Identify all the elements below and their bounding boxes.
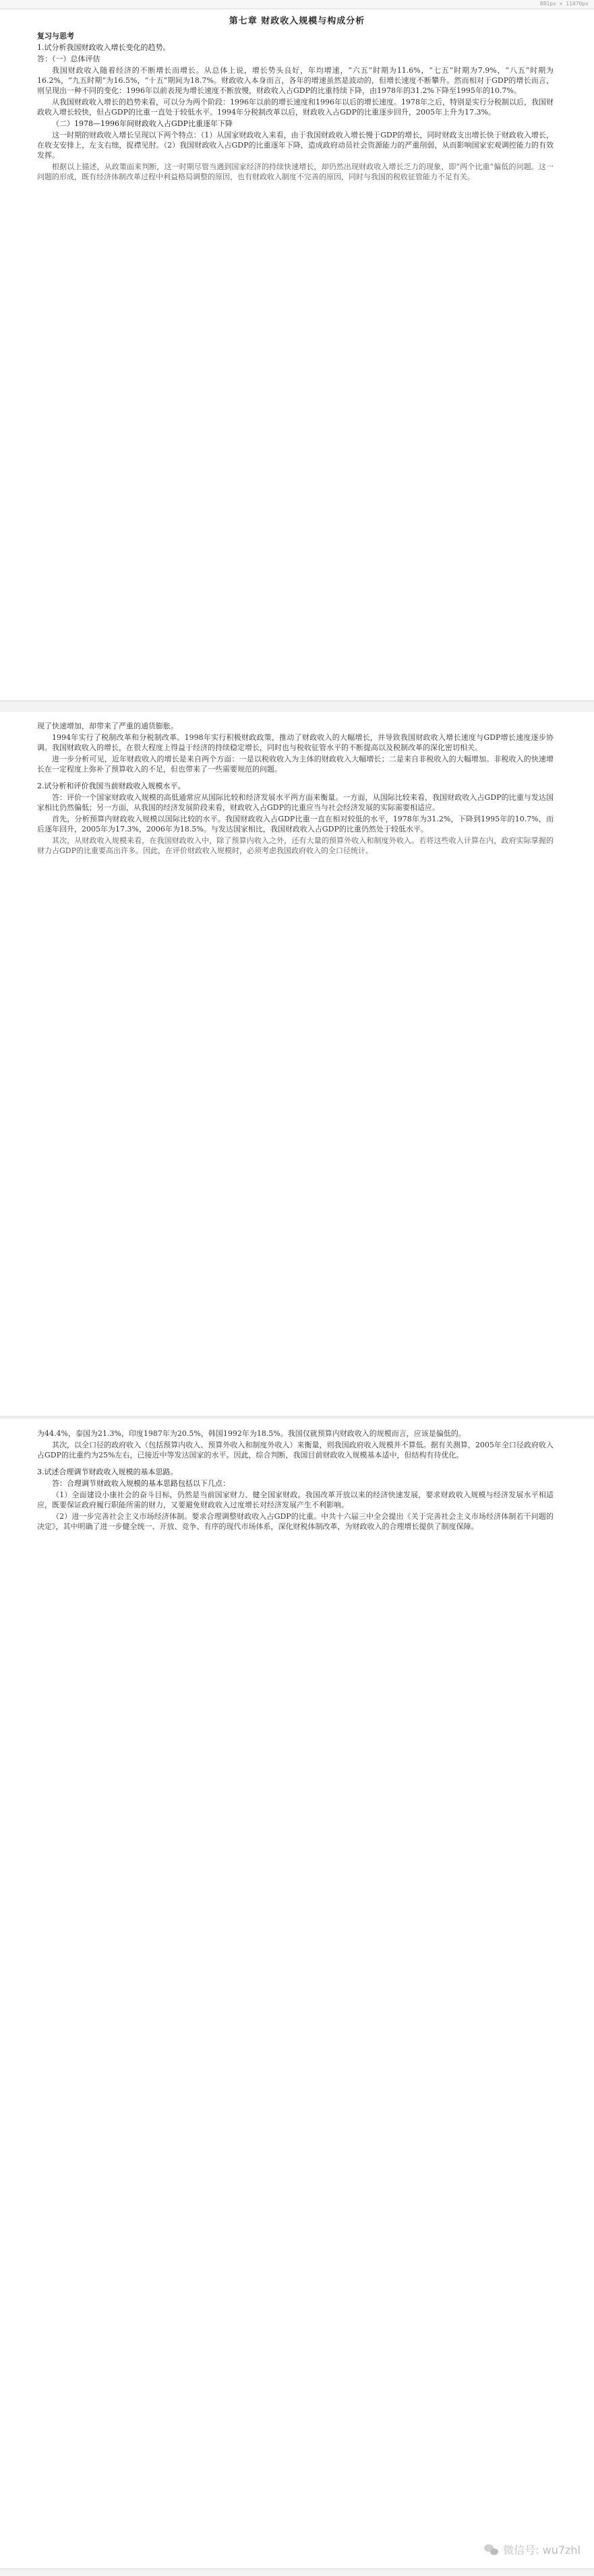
paragraph: 现了快速增加，却带来了严重的通货膨胀。: [37, 722, 178, 730]
review-label: 复习与思考: [37, 32, 74, 40]
question-2: 2.试分析和评价我国当前财政收入规模水平。: [37, 782, 185, 790]
paragraph: 其次，从财政收入规模来看，在我国财政收入中，除了预算内收入之外，还有大量的预算外收入和制度外收入。若将这些收入计算在内，政府实际掌握的财力占GDP的比重要高出许多。因此，在评价财政收入规模时，必须考虑我国政府收入的全口径统计。: [37, 836, 554, 855]
paragraph: 1994年实行了税制改革和分税制改革。1998年实行积极财政政策，推动了财政收入的大幅增长，并导致我国财政收入增长速度与GDP增长速度逐步协调。我国财政收入的增长，在很大程度上得益于经济的持续稳定增长，同时也与税收征管水平的不断提高以及税制改革的深化密切相关。: [37, 733, 554, 752]
watermark-text: 微信号: wu7zhl: [503, 2544, 581, 2556]
answer-3-intro: 答：合理调节财政收入规模的基本思路包括以下几点：: [52, 1479, 230, 1488]
page3-content: [37, 1428, 554, 1533]
paragraph: 根据以上描述，从政策面来判断，这一时期尽管当遇到国家经济的持续快速增长，却仍然出现财政收入增长乏力的现象，即“两个比重”偏低的问题。这一问题的形成，既有经济体制改革过程中利益格局调整的原因，也有财政收入制度不完善的原因，同时与我国的税收征管能力不足有关。: [37, 162, 554, 181]
paragraph: 首先，分析预算内财政收入规模以国际比较的水平。我国财政收入占GDP比重一直在相对较低的水平，1978年为31.2%，下降到1995年的10.7%，而后逐年回升，2005年为17.3%，2006年为18.5%。与发达国家相比，我国财政收入占GDP的比重仍然处于较低水平。: [37, 815, 554, 834]
image-info-bar: [0, 0, 594, 9]
document-page-3: [0, 1418, 594, 2569]
page2-content: [37, 721, 554, 857]
wechat-watermark: [484, 2542, 581, 2557]
wechat-icon: [484, 2544, 499, 2556]
section-heading: （二）1978—1996年间财政收入占GDP比重逐年下降: [52, 119, 233, 128]
paragraph: 其次，以全口径的政府收入（包括预算内收入、预算外收入和制度外收入）来衡量，则我国政府收入规模并不算低。据有关测算，2005年全口径政府收入占GDP的比重约为25%左右，已接近中等发达国家的水平。因此，综合判断，我国目前财政收入规模基本适中，但结构有待优化。: [37, 1441, 554, 1459]
paragraph: 从我国财政收入增长的趋势来看，可以分为两个阶段：1996年以前的增长速度和1996年以后的增长速度。1978年之后，特别是实行分税制以后，我国财政收入增长较快，但占GDP的比重一直处于较低水平。1994年分税制改革以后，财政收入占GDP的比重逐步回升，2005年上升为17.3%。: [37, 98, 554, 117]
chapter-title: 第七章 财政收入规模与构成分析: [229, 16, 365, 26]
paragraph: 答：评价一个国家财政收入规模的高低通常应从国际比较和经济发展水平两方面来衡量。一方面，从国际比较来看，我国财政收入占GDP的比重与发达国家相比仍然偏低；另一方面，从我国的经济发展阶段来看，财政收入占GDP的比重应当与社会经济发展的实际需要相适应。: [37, 793, 554, 812]
paragraph: 我国财政收入随着经济的不断增长而增长。从总体上说，增长势头良好，年均增速，“六五”时期为11.6%，“七五”时期为7.9%，“八五”时期为16.2%，“九五时期”为16.5%，“十五”期间为18.7%。财政收入本身而言，各年的增速虽然是波动的，但增长速度不断攀升。然而相对于GDP的增长而言，则呈现出一种不同的变化：1996年以前表现为增长速度不断放慢，财政收入占GDP的比重持续下降，由1978年的31.2%下降至1995年的10.7%。: [37, 66, 554, 95]
paragraph: 为44.4%，泰国为21.3%，印度1987年为20.5%，韩国1992年为18.5%。我国仅就预算内财政收入的规模而言，应该是偏低的。: [37, 1429, 466, 1438]
paragraph: （1）全面建设小康社会的奋斗目标，仍然是当前国家财力、健全国家财政。我国改革开放以来的经济快速发展，要求财政收入规模与经济发展水平相适应，既要保证政府履行职能所需的财力，又要避免财政收入过度增长对经济发展产生不利影响。: [37, 1490, 554, 1509]
paragraph: （2）进一步完善社会主义市场经济体制。要求合理调整财政收入占GDP的比重。中共十六届三中全会提出《关于完善社会主义市场经济体制若干问题的决定》，其中明确了进一步健全统一、开放、竞争、有序的现代市场体系，深化财税体制改革，为财政收入的合理增长提供了制度保障。: [37, 1512, 554, 1531]
document-page-2: [0, 711, 594, 1416]
question-1: 1.试分析我国财政收入增长变化的趋势。: [37, 43, 171, 52]
image-dimensions-label: 881px × 11470px: [539, 1, 589, 7]
page1-content: [37, 31, 554, 183]
document-page-1: [0, 9, 594, 701]
answer-1-intro: 答：（一）总体评估: [37, 55, 100, 63]
question-3: 3.试述合理调节财政收入规模的基本思路。: [37, 1468, 178, 1476]
paragraph: 这一时期的财政收入增长呈现以下两个特点：（1）从国家财政收入来看，由于我国财政收入增长慢于GDP的增长，同时财政支出增长快于财政收入增长，在收支安排上，左支右绌，捉襟见肘。（2）我国财政收入占GDP的比重逐年下降，造成政府动员社会资源能力的严重削弱，从而影响国家宏观调控能力的有效发挥。: [37, 131, 554, 160]
paragraph: 进一步分析可见，近年财政收入的增长是来自两个方面：一是以税收收入为主体的财政收入大幅增长；二是来自非税收入的大幅增加。非税收入的快速增长在一定程度上弥补了预算收入的不足，但也带来了一些需要规范的问题。: [37, 755, 554, 774]
